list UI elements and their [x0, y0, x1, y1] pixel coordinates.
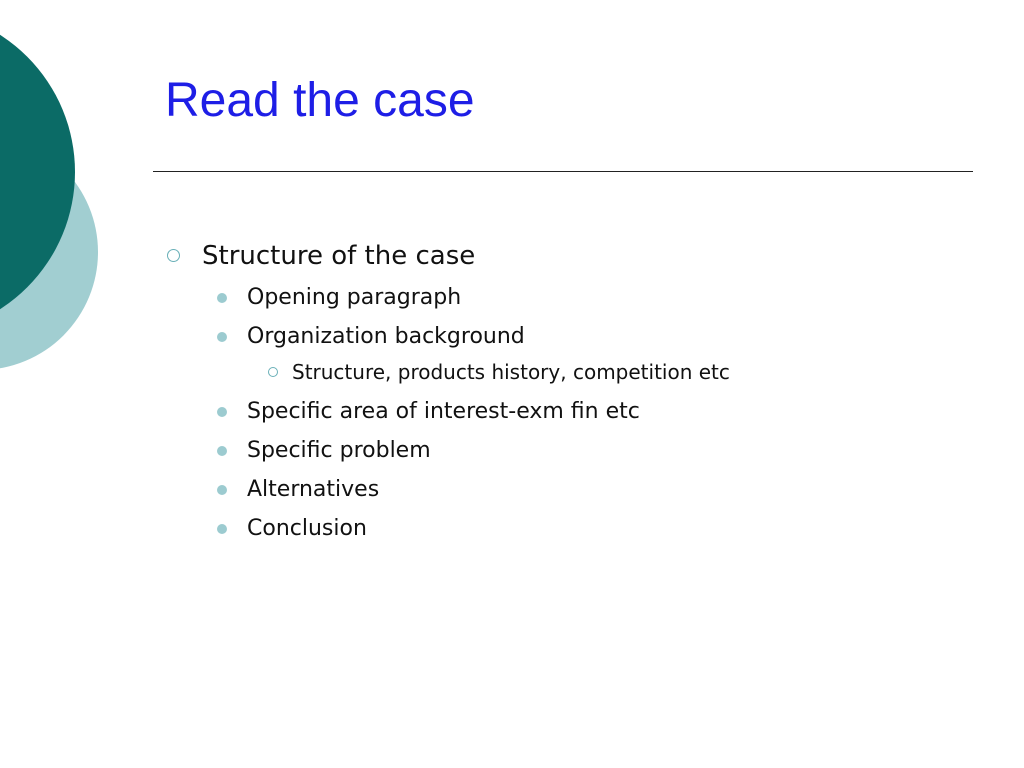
slide-title: Read the case — [165, 74, 475, 127]
bullet-item-specific-area — [160, 392, 990, 431]
bullet-item-opening-paragraph — [160, 278, 990, 317]
bullet-text: Opening paragraph — [247, 285, 462, 310]
bullet-text: Structure of the case — [202, 241, 476, 271]
bullet-text: Specific area of interest-exm fin etc — [247, 399, 640, 424]
hollow-circle-bullet-icon — [268, 367, 278, 377]
filled-circle-bullet-icon — [217, 446, 227, 456]
bullet-list — [160, 236, 990, 548]
bullet-text: Structure, products history, competition etc — [292, 360, 730, 384]
filled-circle-bullet-icon — [217, 485, 227, 495]
bullet-text: Organization background — [247, 324, 525, 349]
bullet-text: Specific problem — [247, 438, 431, 463]
bullet-item-structure-of-case — [160, 236, 990, 278]
bullet-item-conclusion — [160, 509, 990, 548]
decorative-circles — [0, 0, 110, 410]
bullet-item-structure-products — [160, 355, 990, 392]
bullet-item-specific-problem — [160, 431, 990, 470]
bullet-text: Conclusion — [247, 516, 367, 541]
hollow-circle-bullet-icon — [167, 249, 180, 262]
bullet-item-alternatives — [160, 470, 990, 509]
bullet-text: Alternatives — [247, 477, 380, 502]
bullet-item-organization-background — [160, 317, 990, 356]
filled-circle-bullet-icon — [217, 407, 227, 417]
filled-circle-bullet-icon — [217, 524, 227, 534]
filled-circle-bullet-icon — [217, 332, 227, 342]
title-divider — [153, 171, 973, 172]
filled-circle-bullet-icon — [217, 293, 227, 303]
